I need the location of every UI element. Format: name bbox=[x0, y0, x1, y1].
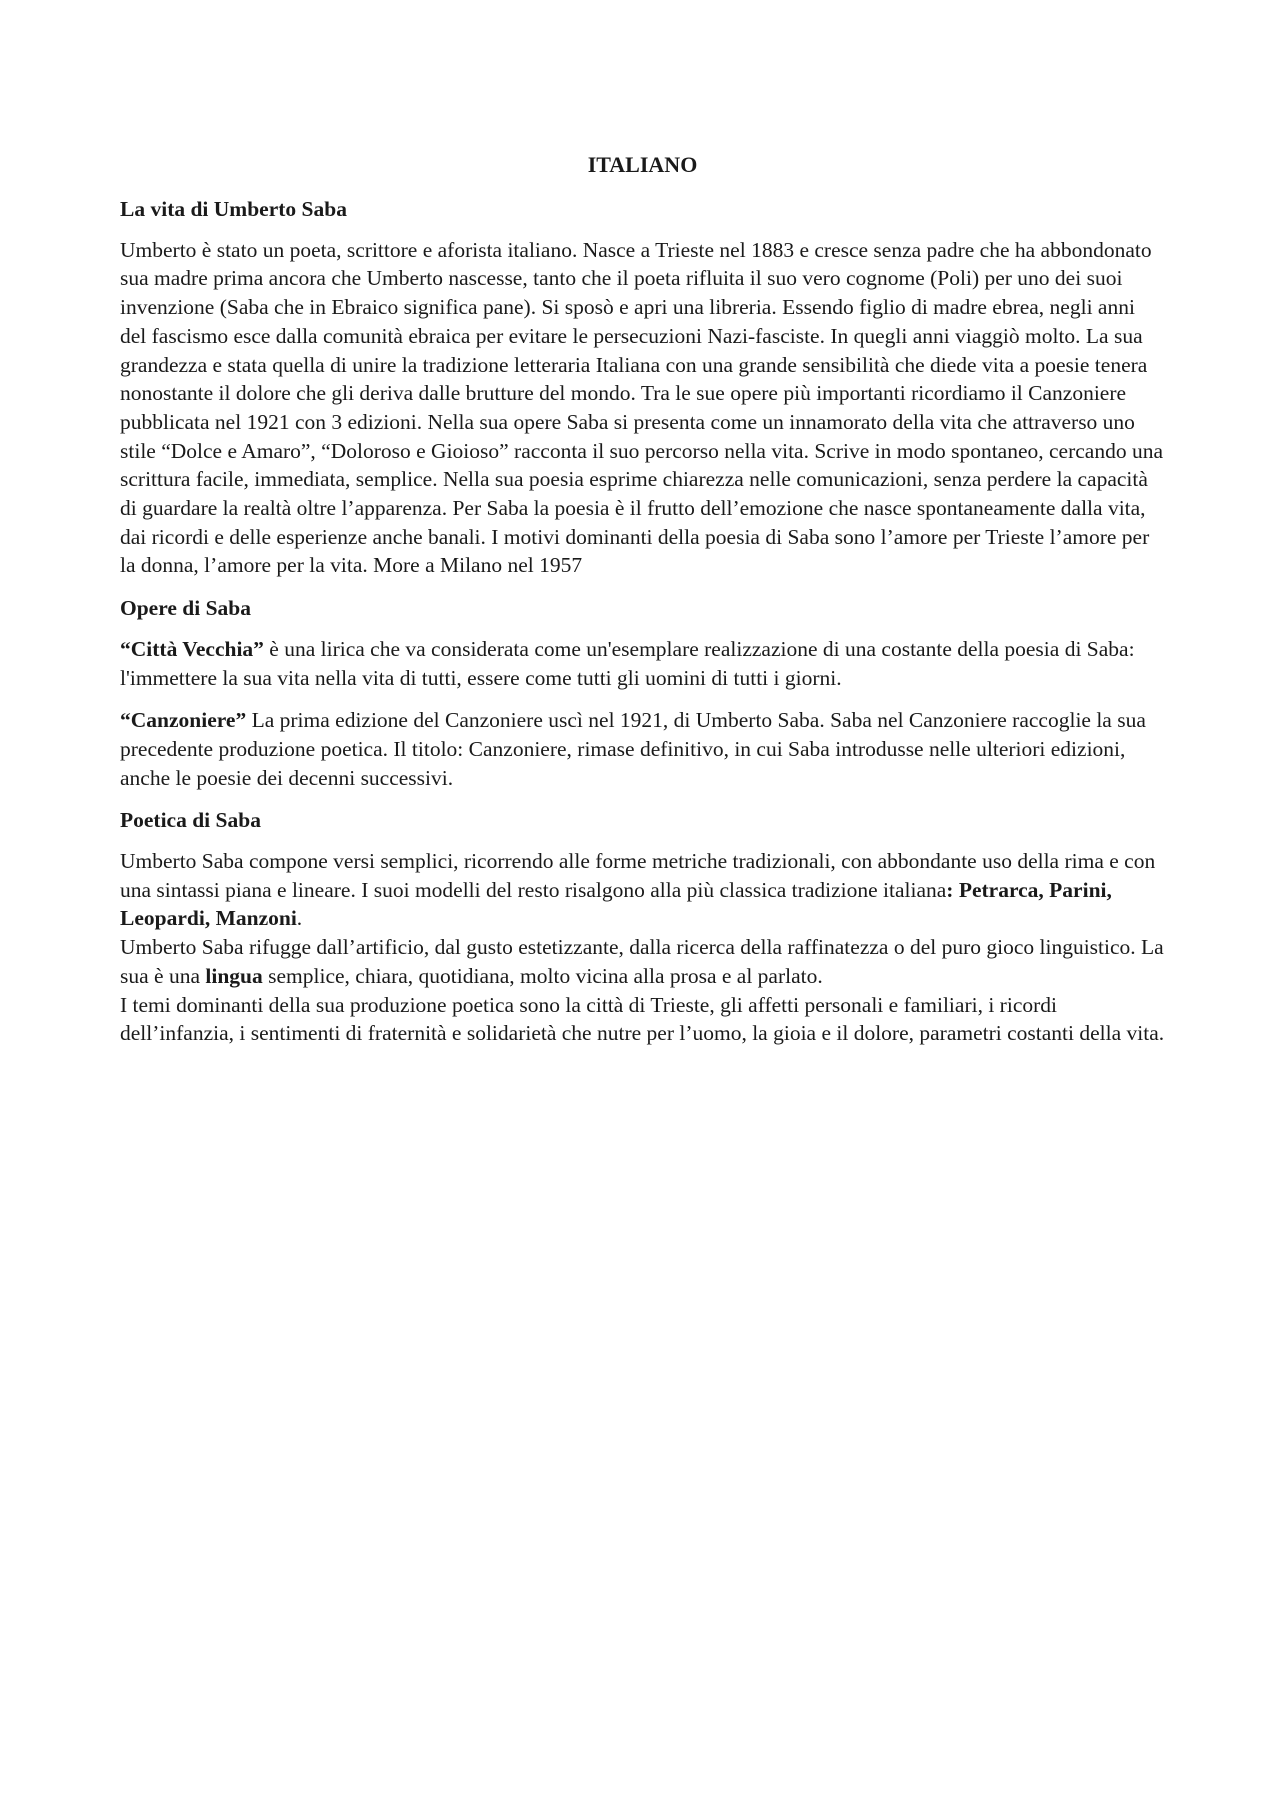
paragraph-poetica-modelli bbox=[120, 847, 1165, 933]
paragraph-poetica-temi: I temi dominanti della sua produzione poetica sono la città di Trieste, gli affetti personali e familiari, i ricordi dell’infanzia, i sentimenti di fraternità e solidarietà che nutre per l’uomo, la gioia e il dolore, parametri costanti della vita. bbox=[120, 992, 1165, 1046]
document-title: ITALIANO bbox=[587, 152, 698, 177]
heading-poetica: Poetica di Saba bbox=[120, 808, 261, 833]
lingua-after: semplice, chiara, quotidiana, molto vicina alla prosa e al parlato. bbox=[262, 963, 823, 988]
heading-opere: Opere di Saba bbox=[120, 596, 252, 621]
heading-la-vita: La vita di Umberto Saba bbox=[120, 197, 347, 221]
poetica-text: Umberto Saba compone versi semplici, ricorrendo alle forme metriche tradizionali, con abbondante uso della rima e con una sintassi piana e lineare. I suoi modelli del resto risalgono alla più classica tradizione italiana bbox=[120, 849, 1156, 902]
poetica-poets: Petrarca, Parini, Leopardi, Manzoni bbox=[120, 877, 1112, 931]
work-title-citta-vecchia: “Città Vecchia” bbox=[120, 636, 264, 661]
paragraph-biografia: Umberto è stato un poeta, scrittore e aforista italiano. Nasce a Trieste nel 1883 e cresce senza padre che ha abbondonato sua madre prima ancora che Umberto nascesse, tanto che il poeta rifluita il suo vero cognome (Poli) per uno dei suoi invenzione (Saba che in Ebraico significa pane). Si sposò e apri una libreria. Essendo figlio di madre ebrea, negli anni del fascismo esce dalla comunità ebraica per evitare le persecuzioni Nazi-fasciste. In quegli anni viaggiò molto. La sua grandezza e stata quella di unire la tradizione letteraria Italiana con una grande sensibilità che diede vita a poesie tenera nonostante il dolore che gli deriva dalle brutture del mondo. Tra le sue opere più importanti ricordiamo il Canzoniere pubblicata nel 1921 con 3 edizioni. Nella sua opere Saba si presenta come un innamorato della vita che attraverso uno stile “Dolce e Amaro”, “Doloroso e Gioioso” racconta il suo percorso nella vita. Scrive in modo spontaneo, cercando una scrittura facile, immediata, semplice. Nella sua poesia esprime chiarezza nelle comunicazioni, senza perdere la capacità di guardare la realtà oltre l’apparenza. Per Saba la poesia è il frutto dell’emozione che nasce spontaneamente dalla vita, dai ricordi e delle esperienze anche banali. I motivi dominanti della poesia di Saba sono l’amore per Trieste l’amore per la donna, l’amore per la vita. More a Milano nel 1957 bbox=[120, 237, 1164, 578]
poetica-colon: : bbox=[946, 877, 954, 902]
lingua-bold: lingua bbox=[205, 963, 263, 988]
poetica-end: . bbox=[296, 906, 303, 931]
work-text-canzoniere: La prima edizione del Canzoniere uscì nel 1921, di Umberto Saba. Saba nel Canzoniere raccoglie la sua precedente produzione poetica. Il titolo: Canzoniere, rimase definitivo, in cui Saba introdusse nelle ulteriori edizioni, anche le poesie dei decenni successivi. bbox=[120, 708, 1146, 790]
lingua-before: Umberto Saba rifugge dall’artificio, dal gusto estetizzante, dalla ricerca della raffinatezza o del puro gioco linguistico. La sua è una bbox=[120, 935, 1164, 988]
paragraph-poetica-lingua bbox=[120, 933, 1165, 990]
paragraph-citta-vecchia bbox=[120, 635, 1165, 692]
work-text-citta-vecchia: è una lirica che va considerata come un'esemplare realizzazione di una costante della poesia di Saba: l'immettere la sua vita nella vita di tutti, essere come tutti gli uomini di tutti i giorni. bbox=[120, 636, 1135, 690]
document-page bbox=[120, 148, 1165, 1048]
paragraph-canzoniere bbox=[120, 706, 1165, 792]
work-title-canzoniere: “Canzoniere” bbox=[120, 708, 247, 733]
